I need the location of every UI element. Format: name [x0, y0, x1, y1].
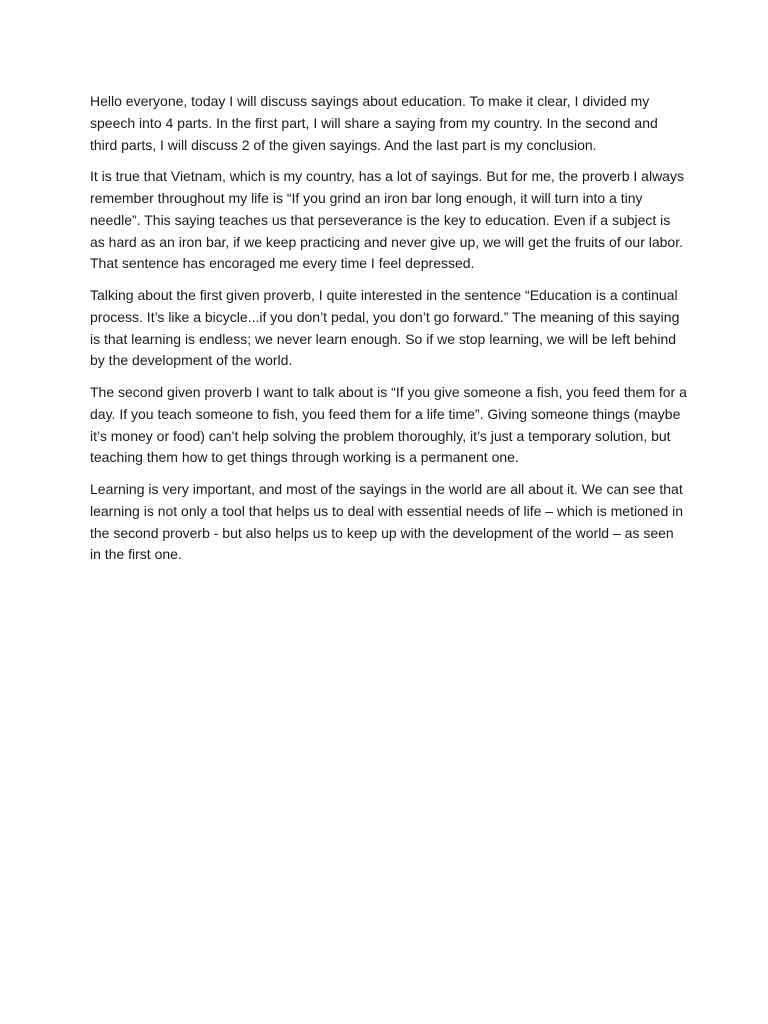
document-body — [90, 91, 688, 576]
paragraph-vietnam-saying: It is true that Vietnam, which is my country, has a lot of sayings. But for me, the proverb I always remember throughout my life is “If you grind an iron bar long enough, it will turn into a tiny needle”. This saying teaches us that perseverance is the key to education. Even if a subject is as hard as an iron bar, if we keep practicing and never give up, we will get the fruits of our labor. That sentence has encoraged me every time I feel depressed. — [90, 168, 684, 272]
paragraph-first-given-proverb: Talking about the first given proverb, I quite interested in the sentence “Education is a continual process. It’s like a bicycle...if you don’t pedal, you don’t go forward.” The meaning of this saying is that learning is endless; we never learn enough. So if we stop learning, we will be left behind by the development of the world. — [90, 287, 680, 369]
paragraph-conclusion: Learning is very important, and most of the sayings in the world are all about it. We can see that learning is not only a tool that helps us to deal with essential needs of life – which is metioned in the second proverb - but also helps us to keep up with the development of the world – as seen in the first one. — [90, 481, 684, 563]
paragraph-second-given-proverb: The second given proverb I want to talk about is “If you give someone a fish, you feed them for a day. If you teach someone to fish, you feed them for a life time”. Giving someone things (maybe it’s money or food) can’t help solving the problem thoroughly, it’s just a temporary solution, but teaching them how to get things through working is a permanent one. — [90, 384, 687, 466]
paragraph-introduction: Hello everyone, today I will discuss sayings about education. To make it clear, I divided my speech into 4 parts. In the first part, I will share a saying from my country. In the second and third parts, I will discuss 2 of the given sayings. And the last part is my conclusion. — [90, 93, 658, 153]
